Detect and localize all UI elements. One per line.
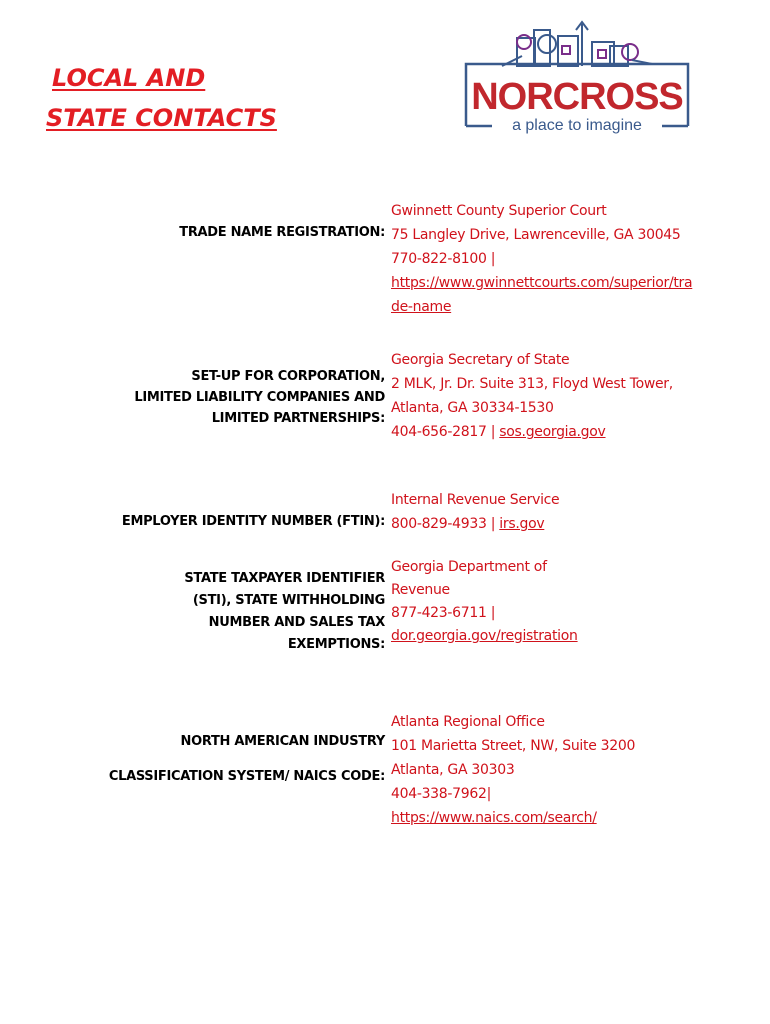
logo-tagline: a place to imagine (512, 117, 642, 134)
contact-org: Internal Revenue Service (391, 492, 560, 508)
label-line: CLASSIFICATION SYSTEM/ NAICS CODE: (108, 769, 385, 784)
contact-phone: 800-829-4933 | (391, 516, 500, 532)
contact-link-line1[interactable]: https://www.gwinnettcourts.com/superior/tra (391, 275, 693, 291)
contact-link-line2[interactable]: de-name (391, 299, 452, 315)
label-line: EXEMPTIONS: (287, 637, 385, 652)
norcross-logo (462, 16, 692, 134)
label-line: NUMBER AND SALES TAX (208, 615, 385, 630)
contact-org-line1: Georgia Department of (391, 559, 547, 575)
norcross-skyline-icon (462, 16, 692, 134)
label-trade-name-registration (179, 225, 385, 240)
contact-link[interactable]: dor.georgia.gov/registration (391, 628, 578, 644)
contact-phone: 877-423-6711 | (391, 605, 496, 621)
label-line: SET-UP FOR CORPORATION, (191, 369, 385, 384)
contact-link[interactable]: sos.georgia.gov (499, 424, 606, 440)
contact-org: Georgia Secretary of State (391, 352, 570, 368)
contact-atlanta-regional-office (391, 710, 635, 830)
label-line: (STI), STATE WITHHOLDING (192, 593, 385, 608)
label-line: LIMITED LIABILITY COMPANIES AND (134, 390, 385, 405)
contact-phone: 770-822-8100 | (391, 251, 496, 267)
contact-dept-revenue (391, 556, 578, 648)
contact-link[interactable]: irs.gov (499, 516, 545, 532)
page-title-line2: STATE CONTACTS (46, 104, 277, 132)
contact-address-line1: 101 Marietta Street, NW, Suite 3200 (391, 738, 636, 754)
label-state-taxpayer-identifier (184, 568, 385, 656)
label-line: STATE TAXPAYER IDENTIFIER (184, 571, 385, 586)
contact-trade-name (391, 199, 692, 319)
contact-secretary-of-state (391, 348, 673, 444)
contact-org: Gwinnett County Superior Court (391, 203, 607, 219)
label-line: NORTH AMERICAN INDUSTRY (180, 734, 385, 749)
contact-address-line2: Atlanta, GA 30334-1530 (391, 400, 554, 416)
label-line: TRADE NAME REGISTRATION: (179, 225, 385, 240)
label-naics-code (109, 724, 385, 794)
contact-org: Atlanta Regional Office (391, 714, 545, 730)
label-employer-identity-number (122, 514, 385, 529)
contact-address-line2: Atlanta, GA 30303 (391, 762, 515, 778)
contact-irs (391, 488, 559, 536)
contact-phone-line (391, 420, 673, 444)
label-line: EMPLOYER IDENTITY NUMBER (FTIN): (121, 514, 385, 529)
contact-address-line1: 2 MLK, Jr. Dr. Suite 313, Floyd West Tower, (391, 376, 673, 392)
label-corporation-setup (134, 366, 385, 429)
logo-wordmark: NORCROSS (471, 76, 683, 118)
contact-link[interactable]: https://www.naics.com/search/ (391, 810, 597, 826)
contact-phone: 404-338-7962| (391, 786, 491, 802)
page-title-line1: LOCAL AND (52, 64, 206, 92)
contact-address: 75 Langley Drive, Lawrenceville, GA 30045 (391, 227, 681, 243)
label-line: LIMITED PARTNERSHIPS: (211, 411, 385, 426)
contact-org-line2: Revenue (391, 582, 450, 598)
contact-phone: 404-656-2817 | (391, 424, 500, 440)
page-title (46, 58, 277, 138)
contact-phone-line (391, 512, 559, 536)
